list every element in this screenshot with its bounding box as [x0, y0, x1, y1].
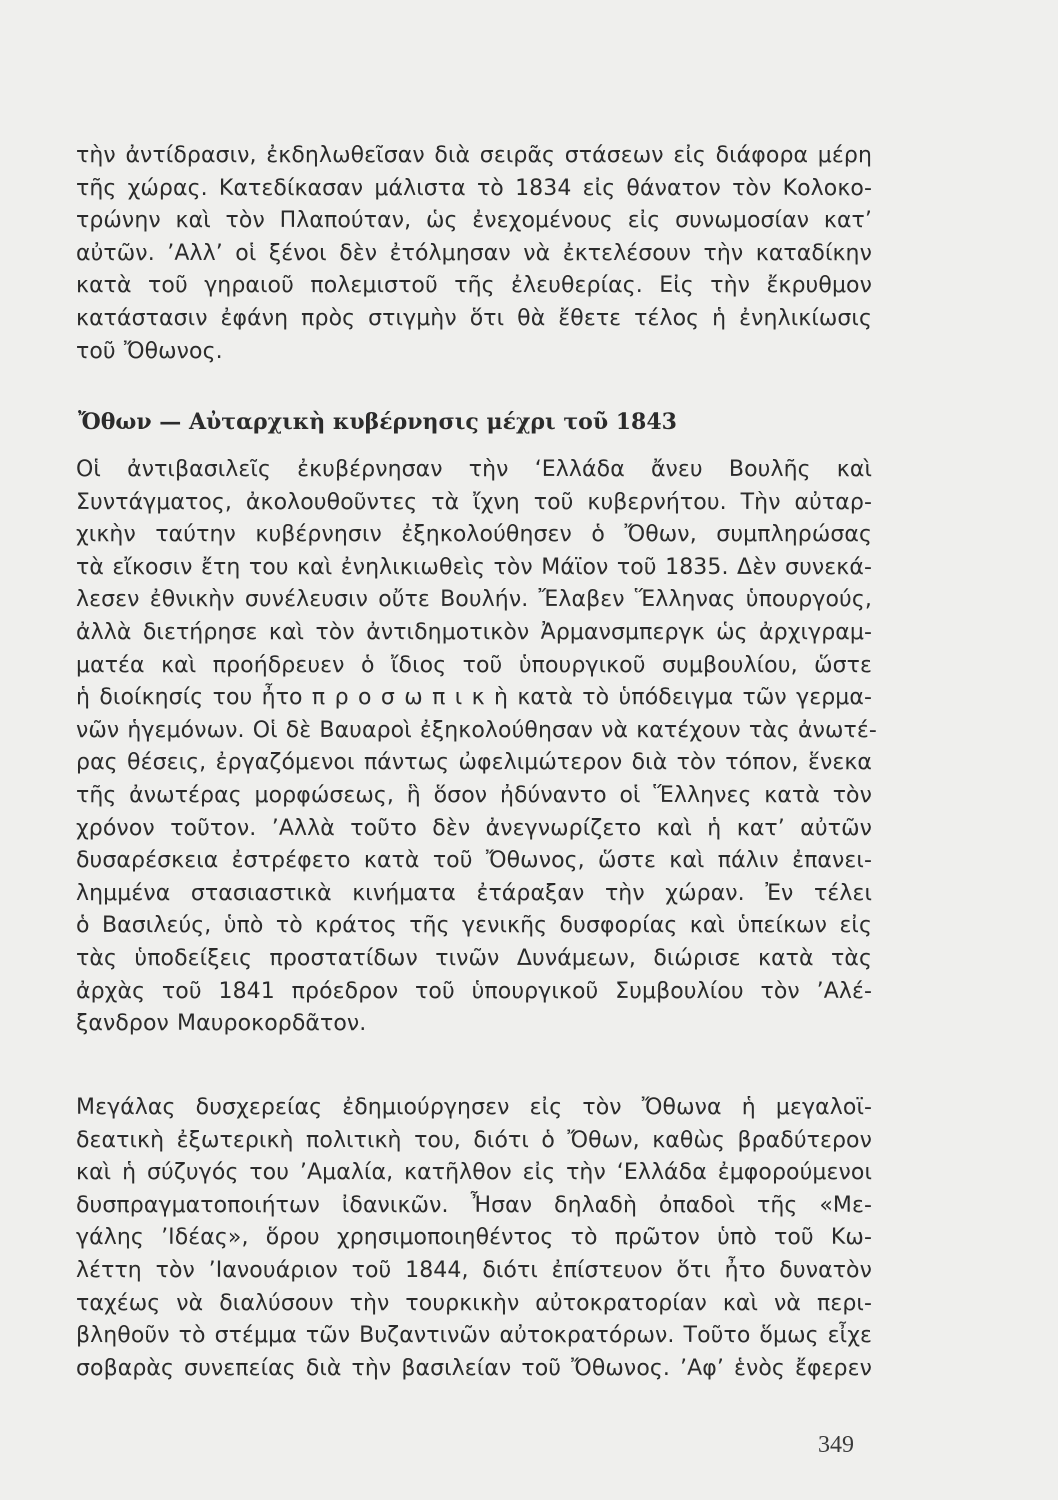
text-line: τοῦ Ὄθωνος. — [76, 338, 223, 364]
text-line: Συντάγματος, ἀκολουθοῦντες τὰ ἴχνη τοῦ κυβερνήτου. Τὴν αὐταρ- — [76, 489, 872, 515]
text-line: χικὴν ταύτην κυβέρνησιν ἐξηκολούθησεν ὁ Ὄθων, συμπληρώσας — [76, 522, 872, 548]
text-line: τρώνην καὶ τὸν Πλαπούταν, ὡς ἐνεχομένους εἰς συνωμοσίαν κατ’ — [76, 208, 872, 234]
text-line: κατὰ τοῦ γηραιοῦ πολεμιστοῦ τῆς ἐλευθερίας. Εἰς τὴν ἔκρυθμον — [76, 273, 872, 299]
text-line: ταχέως νὰ διαλύσουν τὴν τουρκικὴν αὐτοκρατορίαν καὶ νὰ περι- — [76, 1290, 872, 1316]
text-line: κατάστασιν ἐφάνη πρὸς στιγμὴν ὅτι θὰ ἔθετε τέλος ἡ ἐνηλικίωσις — [76, 305, 872, 331]
text-line: δυσπραγματοποιήτων ἰδανικῶν. Ἦσαν δηλαδὴ ὀπαδοὶ τῆς «Με- — [76, 1192, 872, 1218]
text-line: βληθοῦν τὸ στέμμα τῶν Βυζαντινῶν αὐτοκρατόρων. Τοῦτο ὅμως εἶχε — [76, 1323, 872, 1349]
text-line: τὴν ἀντίδρασιν, ἐκδηλωθεῖσαν διὰ σειρᾶς στάσεων εἰς διάφορα μέρη — [76, 143, 872, 168]
text-line: σοβαρὰς συνεπείας διὰ τὴν βασιλείαν τοῦ Ὄθωνος. ’Αφ’ ἑνὸς ἔφερεν — [76, 1355, 872, 1381]
text-line: τῆς χώρας. Κατεδίκασαν μάλιστα τὸ 1834 εἰς θάνατον τὸν Κολοκο- — [76, 175, 872, 201]
text-line: ξανδρον Μαυροκορδᾶτον. — [76, 1011, 367, 1037]
text-line: ἀλλὰ διετήρησε καὶ τὸν ἀντιδημοτικὸν Ἀρμανσμπεργκ ὡς ἀρχιγραμ- — [76, 619, 872, 645]
paragraph-1 — [76, 140, 872, 368]
text-line: ὁ Βασιλεύς, ὑπὸ τὸ κράτος τῆς γενικῆς δυσφορίας καὶ ὑπείκων εἰς — [76, 913, 872, 939]
text-line: ρας θέσεις, ἐργαζόμενοι πάντως ὠφελιμώτερον διὰ τὸν τόπον, ἕνεκα — [76, 750, 872, 776]
text-line: ἀρχὰς τοῦ 1841 πρόεδρον τοῦ ὑπουργικοῦ Συμβουλίου τὸν ’Αλέ- — [76, 978, 872, 1004]
text-line: λέττη τὸν ’Ιανουάριον τοῦ 1844, διότι ἐπίστευον ὅτι ἦτο δυνατὸν — [76, 1257, 872, 1283]
text-line: λημμένα στασιαστικὰ κινήματα ἐτάραξαν τὴν χώραν. Ἐν τέλει — [76, 880, 872, 906]
text-line: αὐτῶν. ’Αλλ’ οἱ ξένοι δὲν ἐτόλμησαν νὰ ἐκτελέσουν τὴν καταδίκην — [76, 240, 872, 266]
text-line: λεσεν ἐθνικὴν συνέλευσιν οὔτε Βουλήν. Ἔλαβεν Ἕλληνας ὑπουργούς, — [76, 587, 872, 613]
text-line: καὶ ἡ σύζυγός του ’Αμαλία, κατῆλθον εἰς τὴν ‘Ελλάδα ἐμφορούμενοι — [76, 1160, 872, 1186]
text-line: γάλης ’Ιδέας», ὅρου χρησιμοποιηθέντος τὸ πρῶτον ὑπὸ τοῦ Κω- — [76, 1225, 872, 1251]
text-line: Μεγάλας δυσχερείας ἐδημιούργησεν εἰς τὸν Ὄθωνα ἡ μεγαλοϊ- — [76, 1095, 872, 1120]
text-line: τὰ εἴκοσιν ἔτη του καὶ ἐνηλικιωθεὶς τὸν Μάϊον τοῦ 1835. Δὲν συνεκά- — [76, 554, 872, 580]
paragraph-3 — [76, 1092, 872, 1385]
text-line: δεατικὴ ἐξωτερικὴ πολιτικὴ του, διότι ὁ Ὄθων, καθὼς βραδύτερον — [76, 1127, 872, 1153]
paragraph-2 — [76, 454, 877, 1041]
text-line: τὰς ὑποδείξεις προστατίδων τινῶν Δυνάμεων, διώρισε κατὰ τὰς — [76, 945, 872, 971]
text-line: νῶν ἡγεμόνων. Οἱ δὲ Βαυαροὶ ἐξηκολούθησαν νὰ κατέχουν τὰς ἀνωτέ- — [76, 717, 877, 743]
page-number: 349 — [818, 1432, 854, 1458]
text-line: ματέα καὶ προήδρευεν ὁ ἴδιος τοῦ ὑπουργικοῦ συμβουλίου, ὥστε — [76, 652, 872, 678]
text-line: Οἱ ἀντιβασιλεῖς ἐκυβέρνησαν τὴν ‘Ελλάδα ἄνευ Βουλῆς καὶ — [76, 457, 872, 482]
text-line: χρόνον τοῦτον. ’Αλλὰ τοῦτο δὲν ἀνεγνωρίζετο καὶ ἡ κατ’ αὐτῶν — [76, 815, 872, 841]
text-line: δυσαρέσκεια ἐστρέφετο κατὰ τοῦ Ὄθωνος, ὥστε καὶ πάλιν ἐπανει- — [76, 848, 872, 874]
section-heading: Ὄθων — Αὐταρχικὴ κυβέρνησις μέχρι τοῦ 1843 — [78, 409, 677, 435]
text-line: τῆς ἀνωτέρας μορφώσεως, ἣ ὅσον ἠδύναντο οἱ Ἕλληνες κατὰ τὸν — [76, 782, 872, 808]
text-line: ἡ διοίκησίς του ἦτο π ρ ο σ ω π ι κ ὴ κατὰ τὸ ὑπόδειγμα τῶν γερμα- — [76, 685, 872, 711]
